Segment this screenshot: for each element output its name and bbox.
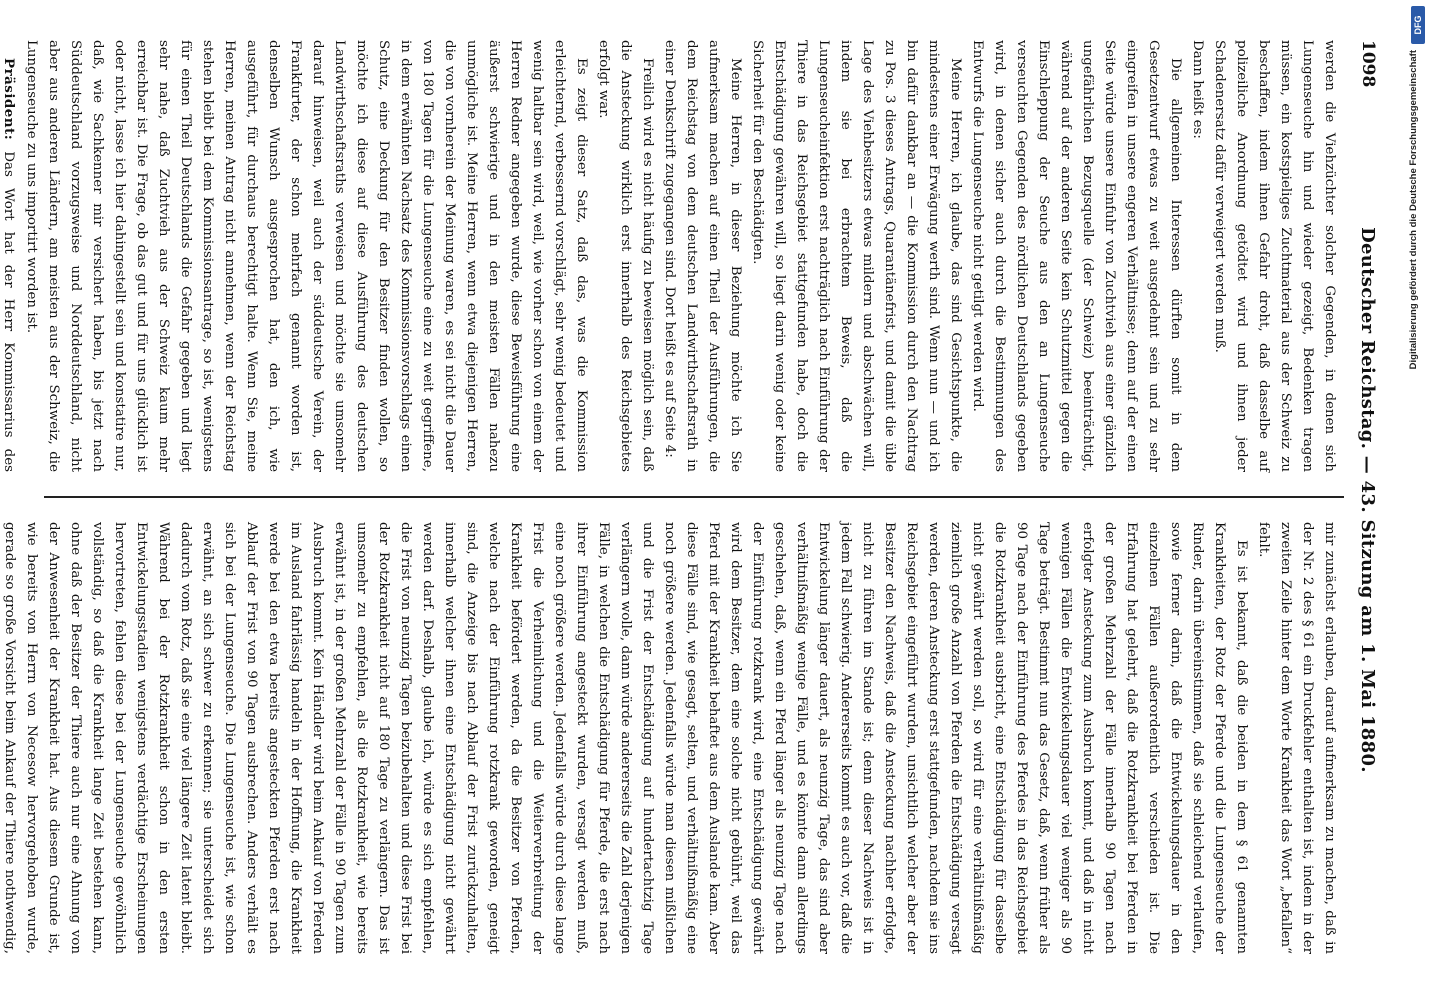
paragraph-text: Dann heißt es: bbox=[1190, 40, 1205, 139]
paragraph-text: Es zeigt dieser Satz, daß das, was die Kommission erleichternd, verbessernd vorschlägt, sehr wenig bedeutet und wenig haltbar sein wird, weil, wie vorher schon von einem der Herren Redner angegeben wurde, diese Beweisführung eine äußerst schwierige und in den meisten Fällen nahezu unmögliche ist. Meine Herren, wenn etwa diejenigen Herren, die von vornherein der Meinung waren, es sei nicht die Dauer von 180 Tagen für die Lungenseuche eine zu weit gegriffene, in dem erwähnten Nachsatz des Kommissionsvorschlags einen Schutz, eine Deckung für den Besitzer finden wollen, so möchte ich diese auf diese Ausführung des deutschen Landwirthschaftsraths verweisen und möchte sie umsomehr darauf hinweisen, weil auch der süddeutsche Verein, der Frankfurter, der schon mehrfach genannt worden ist, denselben Wunsch ausgesprochen hat, den ich, wie ausgeführt, für durchaus berechtigt halte. Wenn Sie, meine Herren, meinen Antrag nicht annehmen, wenn der Reichstag stehen bleibt bei dem Kommissionsantrage, so ist, wenigstens für einen Theil Deutschlands die Gefahr gegeben und liegt sehr nahe, daß Zuchtvieh aus der Schweiz kaum mehr erreichbar ist. Die Frage, ob das gut und für uns glücklich ist oder nicht, lasse ich hier dahingestellt sein und konstatire nur, daß, wie Sachkenner mir versichert haben, bis jetzt nach Süddeutschland vorzugsweise und Norddeutschland, nicht aber aus anderen Ländern, am meisten aus der Schweiz, die Lungenseuche zu uns importirt worden ist. bbox=[24, 40, 589, 472]
paragraph-text: Freilich wird es nicht häufig zu beweisen möglich sein, daß die Ansteckung wirklich erst innerhalb des Reichsgebietes erfolgt war. bbox=[596, 40, 655, 472]
digitization-watermark bbox=[1408, 10, 1426, 990]
speaker-name: Präsident: bbox=[1, 58, 17, 141]
paragraph-text: Es ist bekannt, daß die beiden in dem § 61 genannten Krankheiten, der Rotz der Pferde und die Lungenseuche der Rinder, darin übereinstimmen, daß sie schleichend verlaufen, sowie ferner darin, daß die Entwickelungsdauer in den einzelnen Fällen außerordentlich verschieden ist. Die Erfahrung hat gelehrt, daß die Rotzkrankheit bei Pferden in der großen Mehrzahl der Fälle innerhalb 90 Tagen nach erfolgter Ansteckung zum Ausbruch kommt, und daß in nicht wenigen Fällen die Entwickelungsdauer viel weniger als 90 Tage beträgt. Bestimmt nun das Gesetz, daß, wenn früher als 90 Tage nach der Einführung des Pferdes in das Reichsgebiet die Rotzkrankheit ausbricht, eine Entschädigung für dasselbe nicht gewährt werden soll, so wird für eine verhältnißmäßig ziemlich große Anzahl von Pferden die Entschädigung versagt werden, deren Ansteckung erst stattgefunden, nachdem sie ins Reichsgebiet eingeführt wurden, unsichtlich welcher aber der Besitzer den Nachweis, daß die Ansteckung nachher erfolgte, nicht zu führen im Stande ist; denn dieser Nachweis ist in jedem Fall schwierig. Andererseits kommt es auch vor, daß die Entwickelung länger dauert, als neunzig Tage, das sind aber verhältnißmäßig wenige Fälle, und es könnte dann allerdings geschehen, daß, wenn ein Pferd länger als neunzig Tage nach der Einführung rotzkrank wird, eine Entschädigung gewährt wird dem Besitzer, dem eine solche nicht gebührt, weil das Pferd mit der Krankheit behaftet aus dem Auslande kam. Aber diese Fälle sind, wie gesagt, selten, und verhältnißmäßig eine noch größere werden. Jedenfalls würde man diesen mißlichen und die Frist der Entschädigung auf hundertachtzig Tage verlängern wolle, dann würde andererseits die Zahl derjenigen Fälle, in welchen die Entschädigung für Pferde, die erst nach ihrer Einführung angesteckt wurden, versagt werden muß, eine noch größere werden. Jedenfalls würde durch diese lange Frist die Verheimlichung und die Weiterverbreitung der Krankheit befördert werden, da die Besitzer von Pferden, welche nach der Einführung rotzkrank geworden, geneigt sind, die Anzeige bis nach Ablauf der Frist zurückzuhalten, innerhalb welcher ihnen eine Entschädigung nicht gewährt werden darf. Deshalb, glaube ich, würde es sich empfehlen, die Frist von neunzig Tagen beizubehalten und diese Frist bei der Rotzkrankheit nicht auf 180 Tage zu verlängern. Das ist umsomehr zu empfehlen, als die Rotzkrankheit, wie bereits erwähnt ist, in der großen Mehrzahl der Fälle in 90 Tagen zum Ausbruch kommt. Kein Händler wird beim Ankauf von Pferden im Ausland fahrlässig handeln in der Hoffnung, die Krankheit werde bei den etwa bereits angesteckten Pferden erst nach Ablauf der Frist von 90 Tagen ausbrechen. Anders verhält es sich bei der Lungenseuche. Die Lungenseuche ist, wie schon erwähnt, an sich schwer zu erkennen; sie unterscheidet sich dadurch vom Rotz, daß sie eine viel längere Zeit latent bleibt. Während bei der Rotzkrankheit schon in den ersten Entwickelungsstadien wenigstens verdächtige Erscheinungen hervortreten, fehlen diese bei der Lungenseuche gewöhnlich vollständig, so daß die Krankheit lange Zeit bestehen kann, ohne daß der Besitzer der Thiere auch nur eine Ahnung von der Anwesenheit der Krankheit hat. Aus diesem Grunde ist, wie bereits von Herrn von Necesow hervorgehoben wurde, gerade so große Vorsicht beim Ankauf der Thiere nothwendig, bbox=[2, 522, 1249, 954]
page-number: 1098 bbox=[1358, 40, 1378, 88]
right-column-paragraph bbox=[0, 522, 1252, 954]
left-column-paragraph bbox=[1208, 40, 1340, 472]
left-column-paragraph bbox=[966, 40, 1186, 472]
paragraph-text: Die allgemeinen Interessen dürften somit in dem Gesetzentwurf etwas zu weit ausgedehnt sein und zu sehr eingreifen in unsere engeren Verhältnisse; denn auf der einen Seite würde unsere Einfuhr von Zuchtvieh aus einer gänzlich ungefährlichen Bezugsquelle (der Schweiz) beeinträchtigt, während auf der anderen Seite kein Schutzmittel gegen die Einschleppung der Seuche aus den an Lungenseuche verseuchten Gegenden des nördlichen Deutschlands gegeben wird, in denen sicher auch durch die Bestimmungen des Entwurfs die Lungenseuche nicht getilgt werden wird. bbox=[970, 40, 1183, 472]
left-column-paragraph bbox=[592, 40, 658, 472]
left-column-paragraph bbox=[0, 40, 20, 472]
left-column-paragraph bbox=[746, 40, 966, 472]
left-column-paragraph bbox=[20, 40, 592, 472]
left-column-paragraph bbox=[1186, 40, 1208, 472]
right-column bbox=[2, 522, 1340, 954]
left-column bbox=[1, 40, 1340, 473]
paragraph-text: Meine Herren, in dieser Beziehung möchte ich Sie aufmerksam machen auf einen Theil der Ausführungen, die dem Reichstag von dem deutschen Landwirthschaftsrath in einer Denkschrift zugegangen sind. Dort heißt es auf Seite 4: bbox=[662, 40, 743, 472]
right-column-paragraph bbox=[1252, 522, 1340, 954]
watermark-text: Digitalisierung gefördert durch die Deutsche Forschungsgemeinschaft bbox=[1408, 50, 1419, 370]
column-divider bbox=[44, 496, 1344, 498]
dfg-logo-text: DFG bbox=[1413, 15, 1423, 35]
paragraph-text: Meine Herren, ich glaube, das sind Gesichtspunkte, die mindestens einer Erwägung werth sind. Wenn nun — und ich bin dafür dankbar an — die Kommission durch den Nachtrag zu Pos. 3 dieses Antrags, Quarantänefrist, und damit die üble Lage des Viehbesitzers etwas mildern und abschwächen will, indem sie bei erbrachtem Beweis, daß die Lungenseucheinfektion erst nachträglich nach Einführung der Thiere in das Reichsgebiet stattgefunden habe, doch die Entschädigung gewähren will, so liegt darin wenig oder keine Sicherheit für den Beschädigten. bbox=[750, 40, 963, 472]
running-title: Deutscher Reichstag. — 43. Sitzung am 1. Mai 1880. bbox=[1357, 227, 1378, 773]
paragraph-text: Das Wort hat der Herr Kommissarius des bbox=[1, 151, 16, 473]
page-header bbox=[1352, 40, 1378, 960]
paragraph-text: werden die Viehzüchter solcher Gegenden, in denen sich Lungenseuche hin und wieder gezeigt, Bedenken tragen müssen, ein kostspieliges Zuchtmaterial aus der Schweiz zu beschaffen, indem ihnen Gefahr droht, daß dasselbe auf polizeiliche Anordnung getödtet wird und ihnen jeder Schadenersatz dafür verweigert werden muß. bbox=[1212, 40, 1337, 472]
paragraph-text: mir zunächst erlauben, darauf aufmerksam zu machen, daß in der Nr. 2 des § 61 ein Druckfehler enthalten ist, indem in der zweiten Zeile hinter dem Worte Krankheit das Wort „befallen“ fehlt. bbox=[1256, 522, 1337, 954]
left-column-paragraph bbox=[658, 40, 746, 472]
